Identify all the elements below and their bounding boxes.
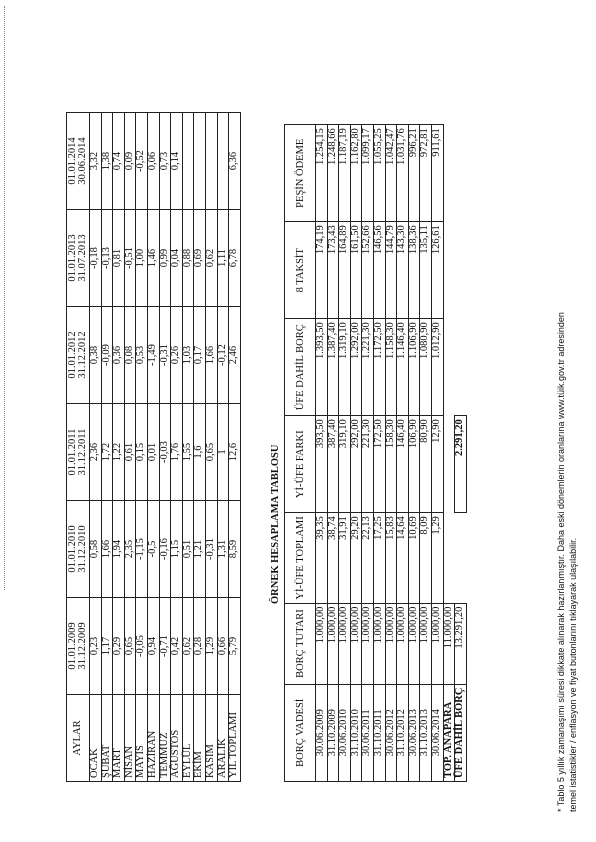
rates-row xyxy=(90,113,102,782)
rate-cell: 1,29 xyxy=(205,598,217,695)
rate-cell: 0,23 xyxy=(90,598,102,695)
rate-cell: 0,62 xyxy=(182,598,194,695)
rate-cell: 0,51 xyxy=(182,501,194,598)
column-header: ÜFE DAHİL BORÇ xyxy=(285,319,316,416)
rate-cell: 1,66 xyxy=(205,307,217,404)
value-cell: 126,61 xyxy=(431,222,443,319)
value-cell: 22,13 xyxy=(362,513,374,603)
page-edge-dots xyxy=(4,6,6,590)
value-cell: 143,30 xyxy=(397,222,409,319)
value-cell: 31,91 xyxy=(339,513,351,603)
rate-cell: 0,15 xyxy=(136,404,148,501)
rate-cell: 0,61 xyxy=(124,404,136,501)
rate-cell: 0,28 xyxy=(194,598,206,695)
rate-cell: 0,14 xyxy=(171,113,183,210)
rate-cell: 0,88 xyxy=(182,210,194,307)
footnote-line-2: temel istatistikler / enflasyon ve fiyat butonlarını tıklayarak ulaşılabilir. xyxy=(568,537,578,812)
value-cell: 1.000,00 xyxy=(420,603,432,684)
rate-cell: 1,55 xyxy=(182,404,194,501)
value-cell: 172,50 xyxy=(373,416,385,513)
value-cell: 152,66 xyxy=(362,222,374,319)
rate-cell: 0,09 xyxy=(124,113,136,210)
value-cell: 911,61 xyxy=(431,125,443,222)
period-header xyxy=(67,307,90,404)
value-cell: 1.000,00 xyxy=(339,603,351,684)
value-cell: 1.080,90 xyxy=(420,319,432,416)
rate-cell: 12,6 xyxy=(229,404,241,501)
rates-row xyxy=(194,113,206,782)
due-date: 30.06.2010 xyxy=(339,684,351,781)
rate-cell: 0,73 xyxy=(159,113,171,210)
rate-cell: 0,29 xyxy=(113,598,125,695)
period-header xyxy=(67,210,90,307)
rate-cell: 6,36 xyxy=(229,113,241,210)
rate-cell: 8,59 xyxy=(229,501,241,598)
month-label: KASIM xyxy=(205,695,217,782)
value-cell: 1.158,30 xyxy=(385,319,397,416)
value-cell: 1.042,47 xyxy=(385,125,397,222)
rate-cell: -0,51 xyxy=(124,210,136,307)
due-date: 30.06.2014 xyxy=(431,684,443,781)
value-cell: 144,79 xyxy=(385,222,397,319)
value-cell: 1.000,00 xyxy=(373,603,385,684)
rates-row xyxy=(113,113,125,782)
rate-cell: 0,01 xyxy=(147,404,159,501)
period-header xyxy=(67,598,90,695)
value-cell: 138,36 xyxy=(408,222,420,319)
value-cell: 38,74 xyxy=(327,513,339,603)
rate-cell: 2,35 xyxy=(124,501,136,598)
value-cell: 1.319,10 xyxy=(339,319,351,416)
rate-cell: -0,31 xyxy=(205,501,217,598)
value-cell: 1.106,90 xyxy=(408,319,420,416)
table-row xyxy=(431,125,443,782)
value-cell: 1.254,15 xyxy=(316,125,328,222)
value-cell: 1,29 xyxy=(431,513,443,603)
value-cell: 1.031,76 xyxy=(397,125,409,222)
rate-cell: 0,69 xyxy=(194,210,206,307)
month-label: TEMMUZ xyxy=(159,695,171,782)
rate-cell: 1,00 xyxy=(136,210,148,307)
rate-cell: -0,16 xyxy=(159,501,171,598)
column-header: BORÇ VADESİ xyxy=(285,684,316,781)
due-date: 31.10.2010 xyxy=(350,684,362,781)
rate-cell: 2,46 xyxy=(229,307,241,404)
value-cell: 996,21 xyxy=(408,125,420,222)
total-diff-value: 2.291,20 xyxy=(455,416,467,513)
value-cell: 1.248,66 xyxy=(327,125,339,222)
total-principal-label: TOP. ANAPARA xyxy=(443,684,455,781)
header-months: AYLAR xyxy=(67,695,90,782)
rates-row xyxy=(217,113,229,782)
rates-row xyxy=(171,113,183,782)
month-label: YIL TOPLAMI xyxy=(229,695,241,782)
value-cell: 10,69 xyxy=(408,513,420,603)
value-cell: 161,50 xyxy=(350,222,362,319)
table-row xyxy=(397,125,409,782)
value-cell: 14,64 xyxy=(397,513,409,603)
rate-cell: 0,36 xyxy=(113,307,125,404)
rate-cell: 1,03 xyxy=(182,307,194,404)
rate-cell: 0,81 xyxy=(113,210,125,307)
rate-cell: -0,31 xyxy=(159,307,171,404)
rate-cell: 1,21 xyxy=(194,501,206,598)
rate-cell: 1 xyxy=(217,404,229,501)
value-cell: 1.292,00 xyxy=(350,319,362,416)
table-row xyxy=(327,125,339,782)
rate-cell: 1,15 xyxy=(171,501,183,598)
value-cell: 1.000,00 xyxy=(327,603,339,684)
value-cell: 319,10 xyxy=(339,416,351,513)
rate-cell: 0,42 xyxy=(171,598,183,695)
rates-row xyxy=(229,113,241,782)
total-principal-row xyxy=(443,125,455,782)
rate-cell: 1,22 xyxy=(113,404,125,501)
rate-cell xyxy=(182,113,194,210)
rate-cell: 1,72 xyxy=(101,404,113,501)
value-cell: 1.187,19 xyxy=(339,125,351,222)
column-header: 8 TAKSİT xyxy=(285,222,316,319)
value-cell: 17,25 xyxy=(373,513,385,603)
table-row xyxy=(385,125,397,782)
total-with-ufe-label: ÜFE DAHİL BORÇ xyxy=(455,684,467,781)
due-date: 31.10.2011 xyxy=(373,684,385,781)
empty-cell xyxy=(455,513,467,603)
rate-cell: 1,76 xyxy=(171,404,183,501)
rate-cell: 0,17 xyxy=(194,307,206,404)
column-header: Yİ-ÜFE TOPLAMI xyxy=(285,513,316,603)
rate-cell: 6,78 xyxy=(229,210,241,307)
rates-row xyxy=(159,113,171,782)
rate-cell: -0,5 xyxy=(147,501,159,598)
empty-cell xyxy=(443,513,455,603)
value-cell: 221,30 xyxy=(362,416,374,513)
rates-row xyxy=(205,113,217,782)
month-label: EYLÜL xyxy=(182,695,194,782)
period-start: 01.01.2009 xyxy=(67,622,78,670)
value-cell: 29,20 xyxy=(350,513,362,603)
rate-cell: 1,94 xyxy=(113,501,125,598)
rate-cell: 0,65 xyxy=(124,598,136,695)
rate-cell: 0,66 xyxy=(217,598,229,695)
month-label: MAYIS xyxy=(136,695,148,782)
empty-cell xyxy=(443,222,455,319)
rate-cell: -0,03 xyxy=(159,404,171,501)
rate-cell: 0,58 xyxy=(90,501,102,598)
period-end: 30.06.2014 xyxy=(77,137,88,185)
due-date: 31.10.2013 xyxy=(420,684,432,781)
rate-cell: 0,04 xyxy=(171,210,183,307)
value-cell: 1.221,30 xyxy=(362,319,374,416)
value-cell: 1.099,17 xyxy=(362,125,374,222)
due-date: 30.06.2013 xyxy=(408,684,420,781)
table-row xyxy=(316,125,328,782)
rate-cell: -0,13 xyxy=(101,210,113,307)
rates-header-row xyxy=(67,113,90,782)
rate-cell: 1,11 xyxy=(217,210,229,307)
rate-cell xyxy=(217,113,229,210)
rate-cell: 2,36 xyxy=(90,404,102,501)
value-cell: 1.000,00 xyxy=(408,603,420,684)
table-row xyxy=(339,125,351,782)
rate-cell: 0,08 xyxy=(124,307,136,404)
value-cell: 1.000,00 xyxy=(385,603,397,684)
empty-cell xyxy=(443,416,455,513)
period-header xyxy=(67,113,90,210)
value-cell: 1.000,00 xyxy=(431,603,443,684)
rate-cell: 1,17 xyxy=(101,598,113,695)
value-cell: 12,90 xyxy=(431,416,443,513)
period-start: 01.01.2011 xyxy=(67,428,78,476)
value-cell: 1.393,50 xyxy=(316,319,328,416)
period-end: 31.12.2012 xyxy=(77,331,88,379)
value-cell: 173,43 xyxy=(327,222,339,319)
rate-cell: 1,66 xyxy=(101,501,113,598)
value-cell: 1.146,40 xyxy=(397,319,409,416)
value-cell: 80,90 xyxy=(420,416,432,513)
month-label: AĞUSTOS xyxy=(171,695,183,782)
example-calculation-table xyxy=(284,124,467,782)
period-start: 01.01.2013 xyxy=(67,234,78,282)
rate-cell: 1,38 xyxy=(101,113,113,210)
value-cell: 292,00 xyxy=(350,416,362,513)
rate-cell: 5,79 xyxy=(229,598,241,695)
value-cell: 146,40 xyxy=(397,416,409,513)
value-cell: 1.162,80 xyxy=(350,125,362,222)
period-end: 31.12.2011 xyxy=(77,428,88,476)
rate-cell: -0,05 xyxy=(136,598,148,695)
value-cell: 106,90 xyxy=(408,416,420,513)
value-cell: 393,50 xyxy=(316,416,328,513)
rate-cell xyxy=(205,113,217,210)
due-date: 30.06.2011 xyxy=(362,684,374,781)
rate-cell: 1,46 xyxy=(147,210,159,307)
rates-row xyxy=(124,113,136,782)
value-cell: 387,40 xyxy=(327,416,339,513)
table-row xyxy=(420,125,432,782)
value-cell: 146,56 xyxy=(373,222,385,319)
rate-cell: 0,62 xyxy=(205,210,217,307)
rate-cell: 0,65 xyxy=(205,404,217,501)
empty-cell xyxy=(443,125,455,222)
rate-cell: -1,15 xyxy=(136,501,148,598)
rate-cell: 0,94 xyxy=(147,598,159,695)
value-cell: 15,83 xyxy=(385,513,397,603)
rate-cell: 0,26 xyxy=(171,307,183,404)
value-cell: 972,81 xyxy=(420,125,432,222)
column-header: PEŞİN ÖDEME xyxy=(285,125,316,222)
month-label: MART xyxy=(113,695,125,782)
total-with-ufe-value: 13.291,20 xyxy=(455,603,467,684)
rates-row xyxy=(136,113,148,782)
rate-cell: -0,71 xyxy=(159,598,171,695)
period-start: 01.01.2012 xyxy=(67,331,78,379)
rate-cell: -0,52 xyxy=(136,113,148,210)
value-cell: 1.000,00 xyxy=(362,603,374,684)
period-start: 01.01.2014 xyxy=(67,137,78,185)
rate-cell: 0,38 xyxy=(90,307,102,404)
rate-cell: 1,31 xyxy=(217,501,229,598)
period-header xyxy=(67,501,90,598)
rate-cell: -1,49 xyxy=(147,307,159,404)
rate-cell: 3,32 xyxy=(90,113,102,210)
table-row xyxy=(362,125,374,782)
column-header: Yİ-ÜFE FARKI xyxy=(285,416,316,513)
value-cell: 1.387,40 xyxy=(327,319,339,416)
table-row xyxy=(408,125,420,782)
month-label: HAZİRAN xyxy=(147,695,159,782)
total-with-ufe-row xyxy=(455,125,467,782)
rate-cell: 0,74 xyxy=(113,113,125,210)
rate-cell: -0,09 xyxy=(101,307,113,404)
monthly-rates-table xyxy=(66,112,241,782)
due-date: 31.10.2012 xyxy=(397,684,409,781)
column-header: BORÇ TUTARI xyxy=(285,603,316,684)
value-cell: 1.172,50 xyxy=(373,319,385,416)
value-cell: 1.055,25 xyxy=(373,125,385,222)
value-cell: 174,19 xyxy=(316,222,328,319)
table-row xyxy=(350,125,362,782)
rates-row xyxy=(182,113,194,782)
month-label: OCAK xyxy=(90,695,102,782)
period-end: 31.07.2013 xyxy=(77,234,88,282)
empty-cell xyxy=(455,319,467,416)
month-label: NİSAN xyxy=(124,695,136,782)
value-cell: 1.012,90 xyxy=(431,319,443,416)
value-cell: 158,30 xyxy=(385,416,397,513)
rate-cell: -0,18 xyxy=(90,210,102,307)
due-date: 31.10.2009 xyxy=(327,684,339,781)
rate-cell: -0,12 xyxy=(217,307,229,404)
rate-cell xyxy=(194,113,206,210)
due-date: 30.06.2009 xyxy=(316,684,328,781)
period-start: 01.01.2010 xyxy=(67,525,78,573)
footnote-line-1: * Tablo 5 yıllık zamanaşımı süresi dikkate alınarak hazırlanmıştır. Daha eski dönemlerin oranlarına www.tüik.gov.tr adresinden xyxy=(556,312,566,812)
empty-cell xyxy=(455,222,467,319)
value-cell: 8,09 xyxy=(420,513,432,603)
rate-cell: 1,6 xyxy=(194,404,206,501)
value-cell: 164,89 xyxy=(339,222,351,319)
period-end: 31.12.2010 xyxy=(77,525,88,573)
value-cell: 1.000,00 xyxy=(397,603,409,684)
month-label: EKİM xyxy=(194,695,206,782)
value-cell: 135,11 xyxy=(420,222,432,319)
period-end: 31.12.2009 xyxy=(77,622,88,670)
period-header xyxy=(67,404,90,501)
table-row xyxy=(373,125,385,782)
rate-cell: 0,53 xyxy=(136,307,148,404)
value-cell: 39,35 xyxy=(316,513,328,603)
value-cell: 1.000,00 xyxy=(316,603,328,684)
rates-row xyxy=(147,113,159,782)
rates-row xyxy=(101,113,113,782)
month-label: ŞUBAT xyxy=(101,695,113,782)
empty-cell xyxy=(443,319,455,416)
example-table-title: ÖRNEK HESAPLAMA TABLOSU xyxy=(270,444,281,604)
month-label: ARALIK xyxy=(217,695,229,782)
rate-cell: 0,06 xyxy=(147,113,159,210)
empty-cell xyxy=(455,125,467,222)
total-principal-value: 11.000,00 xyxy=(443,603,455,684)
value-cell: 1.000,00 xyxy=(350,603,362,684)
rate-cell: 0,99 xyxy=(159,210,171,307)
due-date: 30.06.2012 xyxy=(385,684,397,781)
